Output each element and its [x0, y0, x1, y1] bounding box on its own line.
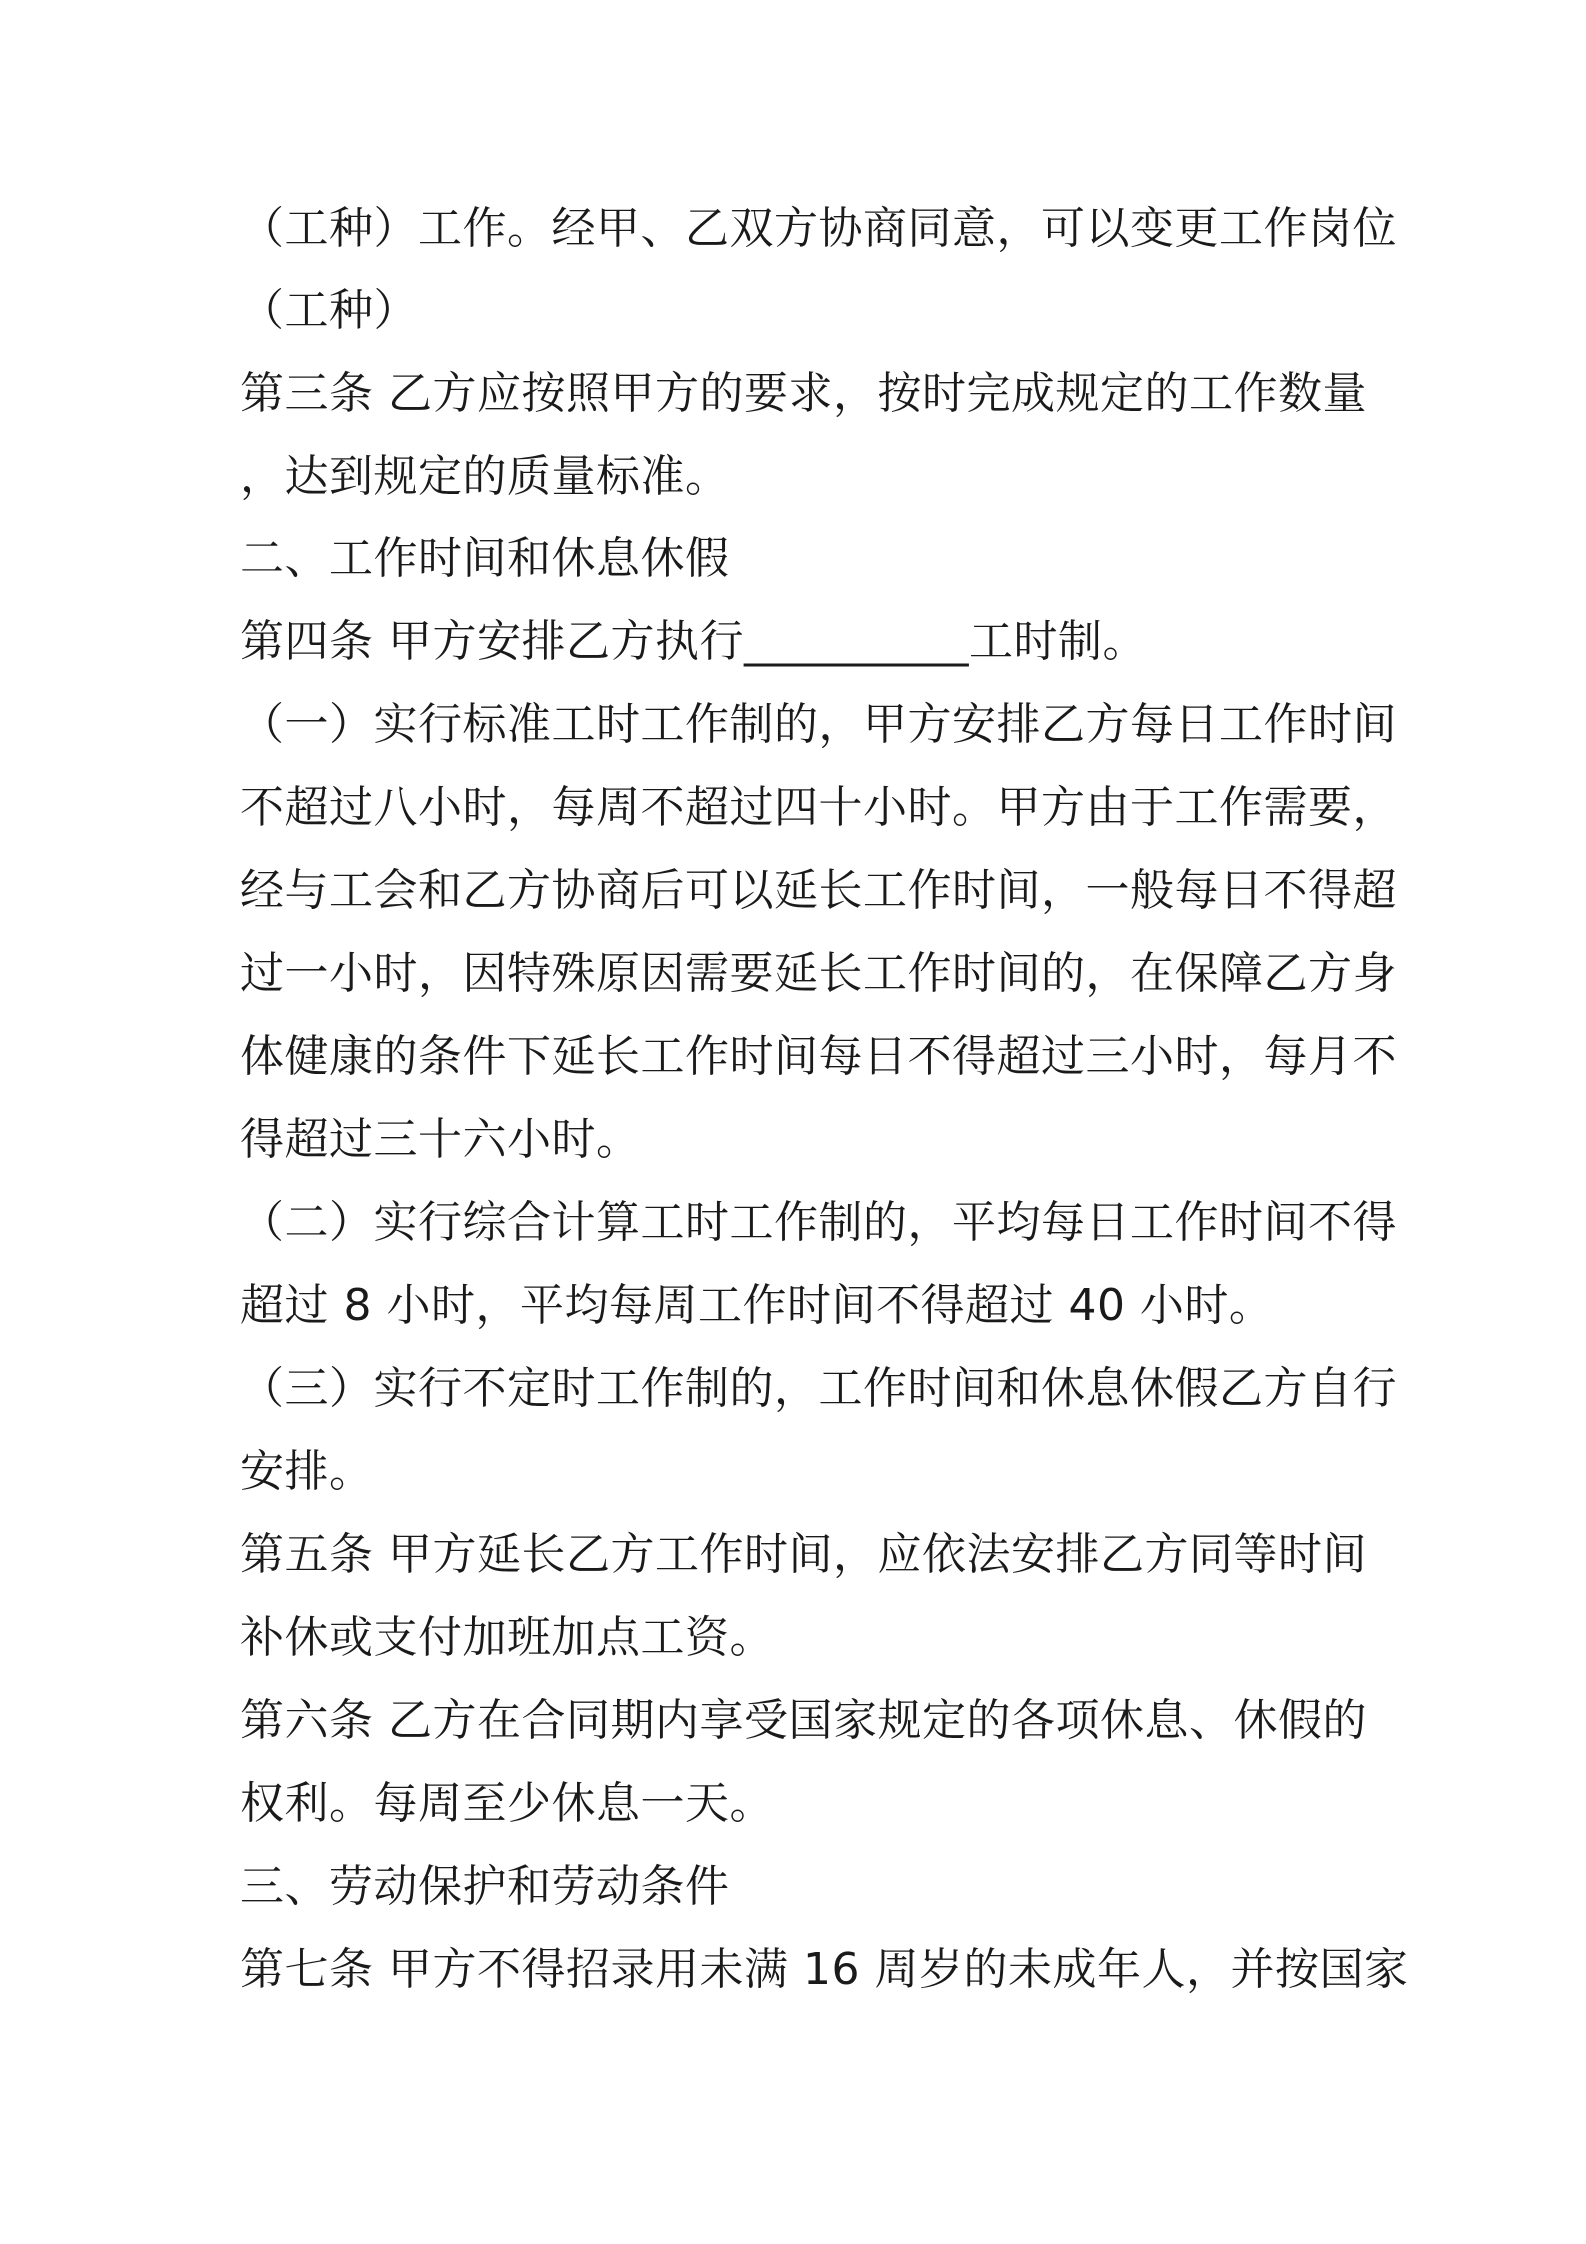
section-heading: 三、劳动保护和劳动条件: [240, 1861, 730, 1912]
text-line: 第三条 乙方应按照甲方的要求，按时完成规定的工作数量: [240, 368, 1367, 419]
text-line: 不超过八小时，每周不超过四十小时。甲方由于工作需要，: [240, 782, 1397, 833]
text-line: 经与工会和乙方协商后可以延长工作时间，一般每日不得超: [240, 865, 1397, 916]
text-line: 补休或支付加班加点工资。: [240, 1612, 774, 1663]
text-line: 安排。: [240, 1446, 374, 1497]
text-line: 第四条 甲方安排乙方执行__________工时制。: [240, 616, 1147, 667]
text-line: 第六条 乙方在合同期内享受国家规定的各项休息、休假的: [240, 1695, 1367, 1746]
section-heading: 二、工作时间和休息休假: [240, 533, 730, 584]
text-line: （工种）: [240, 285, 418, 336]
text-line: 权利。每周至少休息一天。: [240, 1778, 774, 1829]
text-line: （三）实行不定时工作制的，工作时间和休息休假乙方自行: [240, 1363, 1397, 1414]
text-line: 得超过三十六小时。: [240, 1114, 641, 1165]
text-line: 超过 8 小时，平均每周工作时间不得超过 40 小时。: [240, 1280, 1274, 1331]
text-line: 过一小时，因特殊原因需要延长工作时间的，在保障乙方身: [240, 948, 1397, 999]
text-line: （一）实行标准工时工作制的，甲方安排乙方每日工作时间: [240, 699, 1397, 750]
text-line: ，达到规定的质量标准。: [240, 451, 730, 502]
text-line: （二）实行综合计算工时工作制的，平均每日工作时间不得: [240, 1197, 1397, 1248]
text-line: 第七条 甲方不得招录用未满 16 周岁的未成年人，并按国家: [240, 1944, 1409, 1995]
text-line: （工种）工作。经甲、乙双方协商同意，可以变更工作岗位: [240, 203, 1397, 254]
text-line: 第五条 甲方延长乙方工作时间，应依法安排乙方同等时间: [240, 1529, 1367, 1580]
text-line: 体健康的条件下延长工作时间每日不得超过三小时，每月不: [240, 1031, 1397, 1082]
